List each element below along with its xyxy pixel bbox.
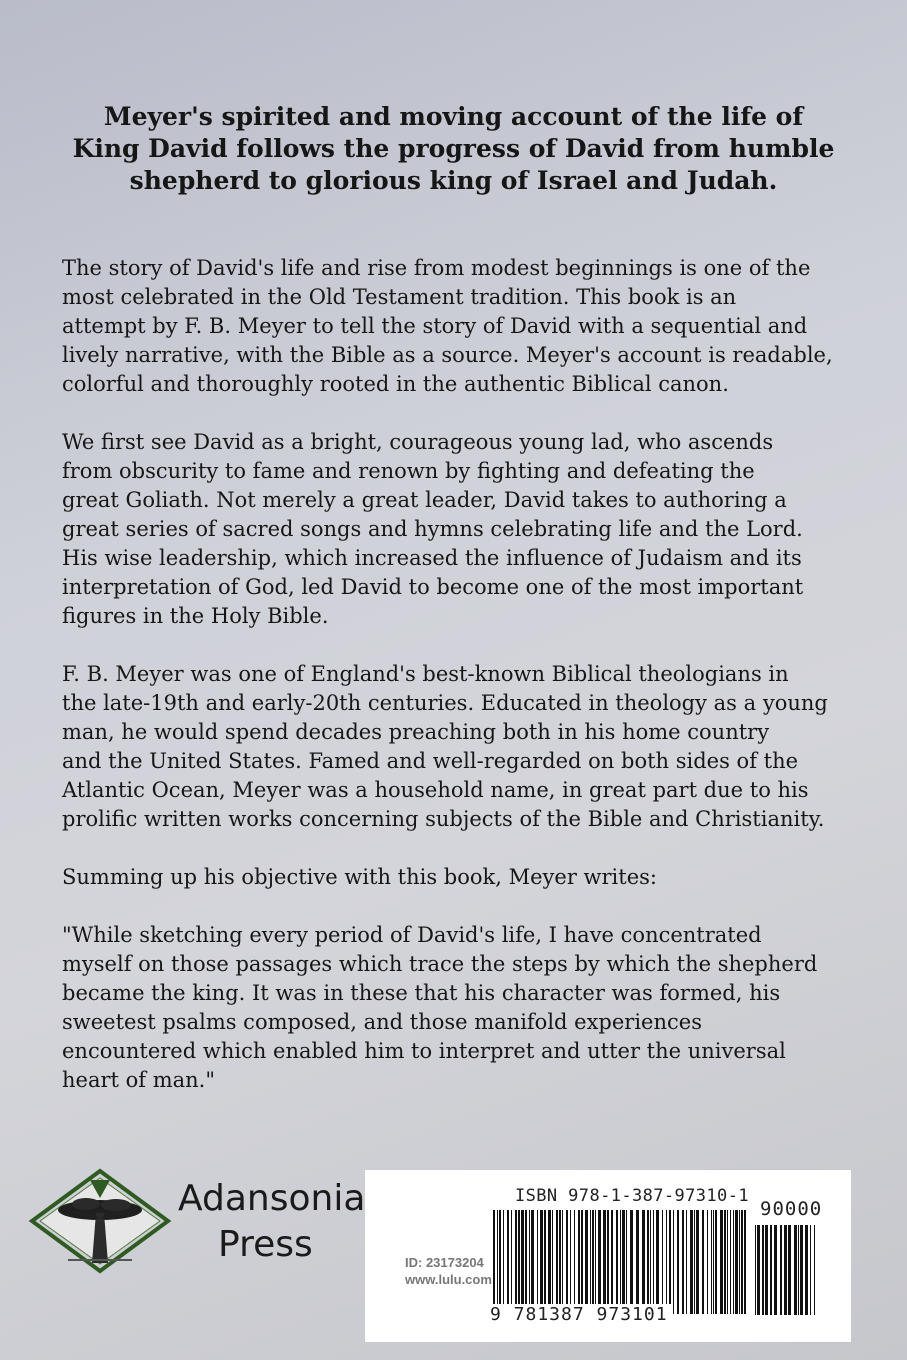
barcode-stripe	[656, 1210, 659, 1314]
barcode-stripe	[566, 1210, 568, 1314]
ean13-barcode	[493, 1210, 748, 1314]
barcode-stripe	[603, 1210, 606, 1314]
text-line: great series of sacred songs and hymns celebrating life and the Lord.	[62, 517, 803, 541]
barcode-stripe	[497, 1210, 498, 1314]
paragraph-quote	[62, 921, 852, 1095]
barcode-stripe	[780, 1225, 782, 1315]
barcode-stripe	[616, 1210, 618, 1314]
barcode-stripe	[647, 1210, 649, 1314]
lulu-id	[405, 1254, 492, 1288]
barcode-stripe	[540, 1210, 543, 1314]
text-line: heart of man."	[62, 1068, 216, 1092]
barcode-stripe	[713, 1210, 714, 1314]
barcode-stripe	[556, 1210, 558, 1314]
barcode-stripe	[590, 1210, 591, 1314]
barcode-stripe	[620, 1210, 621, 1314]
addon-barcode	[755, 1225, 817, 1315]
barcode-stripe	[707, 1210, 708, 1314]
headline-line: King David follows the progress of David from humble	[72, 134, 835, 163]
barcode-stripe	[724, 1210, 726, 1314]
text-line: We first see David as a bright, courageous young lad, who ascends	[62, 430, 774, 454]
barcode-stripe	[770, 1225, 772, 1315]
barcode-stripe	[531, 1210, 534, 1314]
text-line: great Goliath. Not merely a great leader, David takes to authoring a	[62, 488, 787, 512]
barcode-stripe	[562, 1210, 563, 1314]
barcode-stripe	[730, 1210, 731, 1314]
barcode-stripe	[788, 1225, 791, 1315]
barcode-stripe	[499, 1210, 501, 1314]
barcode-stripe	[570, 1210, 571, 1314]
id-line: ID: 23173204	[405, 1255, 484, 1270]
headline-line: Meyer's spirited and moving account of the life of	[103, 102, 804, 131]
text-line: myself on those passages which trace the steps by which the shepherd	[62, 952, 818, 976]
barcode-stripe	[694, 1210, 695, 1314]
barcode-stripe	[798, 1225, 799, 1315]
text-line: most celebrated in the Old Testament tradition. This book is an	[62, 285, 737, 309]
barcode-stripe	[814, 1225, 815, 1315]
paragraph-author	[62, 660, 852, 834]
barcode-stripe	[686, 1210, 687, 1314]
barcode-stripe	[677, 1210, 679, 1314]
barcode-stripe	[755, 1225, 756, 1315]
text-line: F. B. Meyer was one of England's best-known Biblical theologians in	[62, 662, 789, 686]
barcode-stripe	[720, 1210, 723, 1314]
barcode-stripe	[525, 1210, 527, 1314]
barcode-stripe	[741, 1210, 743, 1314]
text-line: and the United States. Famed and well-regarded on both sides of the	[62, 749, 799, 773]
price-addon-code: 90000	[760, 1198, 823, 1220]
barcode-stripe	[518, 1210, 520, 1314]
publisher-name-line: Adansonia	[178, 1178, 366, 1219]
barcode-stripe	[581, 1210, 583, 1314]
barcode-stripe	[595, 1210, 596, 1314]
barcode-stripe	[666, 1210, 667, 1314]
text-line: from obscurity to fame and renown by fighting and defeating the	[62, 459, 755, 483]
barcode-stripe	[715, 1210, 717, 1314]
barcode-stripe	[733, 1210, 734, 1314]
barcode-stripe	[711, 1210, 712, 1314]
barcode-stripe	[559, 1210, 561, 1314]
barcode-stripe	[607, 1210, 609, 1314]
text-line: colorful and thoroughly rooted in the authentic Biblical canon.	[62, 372, 729, 396]
text-line: "While sketching every period of David's life, I have concentrated	[62, 923, 762, 947]
barcode-stripe	[585, 1210, 588, 1314]
barcode-stripe	[503, 1210, 504, 1314]
barcode-stripe	[662, 1210, 663, 1314]
barcode-stripe	[642, 1210, 645, 1314]
barcode-stripe	[611, 1210, 613, 1314]
barcode-stripe	[626, 1210, 627, 1314]
text-line: prolific written works concerning subjects of the Bible and Christianity.	[62, 807, 825, 831]
isbn-label: ISBN 978-1-387-97310-1	[515, 1186, 749, 1206]
barcode-stripe	[739, 1210, 740, 1314]
barcode-stripe	[673, 1210, 674, 1314]
barcode-stripe	[507, 1210, 509, 1314]
barcode-stripe	[636, 1210, 639, 1314]
barcode-stripe	[669, 1210, 671, 1314]
barcode-stripe	[515, 1210, 517, 1314]
text-line: figures in the Holy Bible.	[62, 604, 329, 628]
text-line: the late-19th and early-20th centuries. Educated in theology as a young	[62, 691, 828, 715]
barcode-stripe	[690, 1210, 693, 1314]
text-line: lively narrative, with the Bible as a source. Meyer's account is readable,	[62, 343, 833, 367]
text-line: man, he would spend decades preaching both in his home country	[62, 720, 770, 744]
publisher-name-line: Press	[218, 1224, 313, 1265]
headline	[40, 101, 867, 197]
barcode-stripe	[774, 1225, 777, 1315]
description	[62, 254, 852, 1095]
publisher-block	[28, 1168, 368, 1278]
barcode-stripe	[537, 1210, 538, 1314]
barcode-stripe	[757, 1225, 760, 1315]
barcode-stripe	[727, 1210, 728, 1314]
barcode-stripe	[805, 1225, 808, 1315]
barcode-stripe	[702, 1210, 704, 1314]
barcode-stripe	[529, 1210, 530, 1314]
barcode-stripe	[622, 1210, 625, 1314]
barcode-stripe	[630, 1210, 633, 1314]
barcode-stripe	[653, 1210, 654, 1314]
barcode-stripe	[794, 1225, 797, 1315]
barcode-stripe	[765, 1225, 768, 1315]
paragraph-david	[62, 428, 852, 631]
barcode-stripe	[511, 1210, 512, 1314]
barcode-stripe	[521, 1210, 524, 1314]
text-line: Summing up his objective with this book, Meyer writes:	[62, 865, 657, 889]
barcode-stripe	[592, 1210, 594, 1314]
text-line: interpretation of God, led David to become one of the most important	[62, 575, 804, 599]
barcode-panel	[365, 1170, 851, 1342]
baobab-tree-diamond-logo-icon	[28, 1168, 172, 1274]
barcode-stripe	[696, 1210, 699, 1314]
barcode-stripe	[650, 1210, 651, 1314]
text-line: encountered which enabled him to interpret and utter the universal	[62, 1039, 786, 1063]
barcode-stripe	[548, 1210, 551, 1314]
text-line: Atlantic Ocean, Meyer was a household name, in great part due to his	[62, 778, 809, 802]
barcode-stripe	[578, 1210, 580, 1314]
barcode-stripe	[810, 1225, 811, 1315]
barcode-stripe	[552, 1210, 553, 1314]
headline-line: shepherd to glorious king of Israel and Judah.	[129, 166, 778, 195]
paragraph-intro	[62, 254, 852, 399]
barcode-stripe	[544, 1210, 546, 1314]
paragraph-summary	[62, 863, 852, 892]
publisher-name	[178, 1176, 365, 1268]
text-line: sweetest psalms composed, and those manifold experiences	[62, 1010, 702, 1034]
text-line: became the king. It was in these that his character was formed, his	[62, 981, 781, 1005]
barcode-stripe	[735, 1210, 738, 1314]
lulu-url: www.lulu.com	[405, 1272, 492, 1287]
text-line: attempt by F. B. Meyer to tell the story of David with a sequential and	[62, 314, 808, 338]
barcode-stripe	[800, 1225, 803, 1315]
text-line: The story of David's life and rise from modest beginnings is one of the	[62, 256, 811, 280]
barcode-stripe	[493, 1210, 495, 1314]
text-line: His wise leadership, which increased the influence of Judaism and its	[62, 546, 802, 570]
barcode-stripe	[598, 1210, 601, 1314]
barcode-stripe	[762, 1225, 764, 1315]
barcode-stripe	[744, 1210, 746, 1314]
barcode-digits: 9 781387 973101	[487, 1304, 671, 1325]
barcode-stripe	[682, 1210, 684, 1314]
barcode-stripe	[574, 1210, 575, 1314]
barcode-stripe	[784, 1225, 787, 1315]
